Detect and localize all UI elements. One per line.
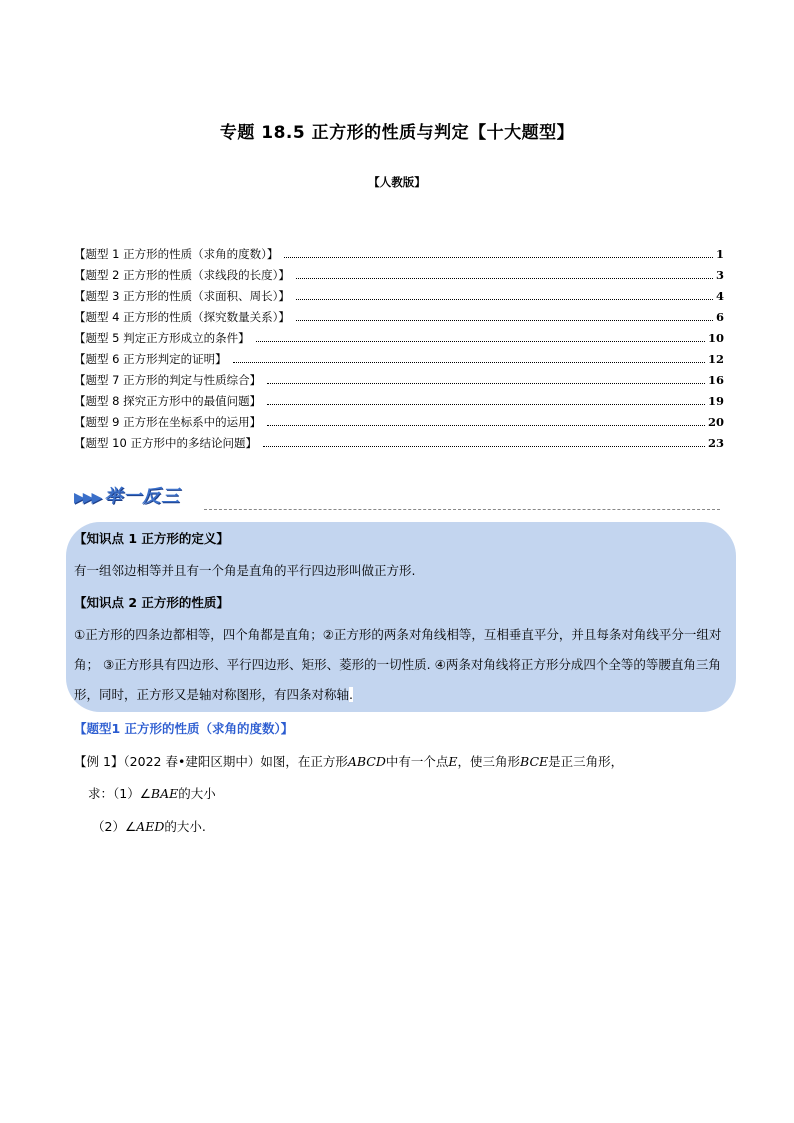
example-text: 的大小 <box>178 786 216 801</box>
toc-entry-label: 【题型 7 正方形的判定与性质综合】 <box>74 373 262 387</box>
toc-entry[interactable] <box>74 391 724 412</box>
toc-entry-label: 【题型 9 正方形在坐标系中的运用】 <box>74 415 262 429</box>
math-var: BAE <box>150 786 179 801</box>
toc-page-number: 6 <box>715 310 724 324</box>
knowledge-1-heading: 【知识点 1 正方形的定义】 <box>74 531 229 546</box>
toc-leader-dots <box>256 341 705 342</box>
toc-entry-label: 【题型 4 正方形的性质（探究数量关系）】 <box>74 310 290 324</box>
triple-arrow-icon: ▶▶▶ <box>74 490 101 506</box>
toc-page-number: 1 <box>715 247 724 261</box>
banner-title <box>74 482 180 508</box>
example-text: 求：（1）∠ <box>88 786 151 801</box>
toc-leader-dots <box>233 362 705 363</box>
toc-page-number: 10 <box>707 331 724 345</box>
knowledge-2-heading: 【知识点 2 正方形的性质】 <box>74 595 229 610</box>
knowledge-2-end: . <box>349 687 353 702</box>
table-of-contents <box>74 244 724 454</box>
toc-page-number: 20 <box>707 415 724 429</box>
example-question-2 <box>92 817 206 835</box>
toc-entry[interactable] <box>74 244 724 265</box>
toc-leader-dots <box>263 446 705 447</box>
banner-divider <box>204 509 720 510</box>
toc-entry[interactable] <box>74 412 724 433</box>
example-text: （2）∠ <box>92 819 137 834</box>
toc-entry-label: 【题型 8 探究正方形中的最值问题】 <box>74 394 262 408</box>
toc-entry-label: 【题型 6 正方形判定的证明】 <box>74 352 227 366</box>
toc-entry-label: 【题型 3 正方形的性质（求面积、周长）】 <box>74 289 290 303</box>
toc-leader-dots <box>267 425 705 426</box>
toc-entry-label: 【题型 10 正方形中的多结论问题】 <box>74 436 257 450</box>
toc-entry[interactable] <box>74 328 724 349</box>
section-banner <box>74 482 720 512</box>
toc-page-number: 4 <box>715 289 724 303</box>
math-var: AED <box>136 819 165 834</box>
toc-entry[interactable] <box>74 349 724 370</box>
example-text: ，使三角形 <box>457 754 521 769</box>
toc-page-number: 16 <box>707 373 724 387</box>
math-var: BCE <box>520 754 549 769</box>
toc-leader-dots <box>267 383 705 384</box>
knowledge-box <box>66 522 736 712</box>
toc-entry-label: 【题型 2 正方形的性质（求线段的长度）】 <box>74 268 290 282</box>
toc-entry[interactable] <box>74 307 724 328</box>
toc-leader-dots <box>284 257 713 258</box>
toc-entry[interactable] <box>74 433 724 454</box>
example-question-1 <box>88 784 216 802</box>
edition-label: 【人教版】 <box>368 175 426 189</box>
toc-page-number: 23 <box>707 436 724 450</box>
toc-entry[interactable] <box>74 286 724 307</box>
toc-page-number: 12 <box>707 352 724 366</box>
toc-entry[interactable] <box>74 370 724 391</box>
knowledge-1-body: 有一组邻边相等并且有一个角是直角的平行四边形叫做正方形. <box>74 563 416 578</box>
banner-label: 举一反三 <box>104 486 181 507</box>
toc-entry[interactable] <box>74 265 724 286</box>
toc-leader-dots <box>296 320 713 321</box>
knowledge-2-text: ①正方形的四条边都相等，四个角都是直角；②正方形的两条对角线相等，互相垂直平分，并且每条对角线平分一组对角； ③正方形具有四边形、平行四边形、矩形、菱形的一切性质. ④两条对角线将正方形分成四个全等的等腰直角三角形，同时，正方形又是轴对称图形，有四条对称轴 <box>74 627 722 702</box>
example-text: 是正三角形， <box>548 754 624 769</box>
example-line-1 <box>74 752 623 770</box>
example-text: 【例 1】（2022 春•建阳区期中）如图，在正方形 <box>74 754 348 769</box>
toc-leader-dots <box>296 278 713 279</box>
knowledge-2-body <box>74 620 726 710</box>
toc-leader-dots <box>267 404 705 405</box>
toc-page-number: 19 <box>707 394 724 408</box>
toc-page-number: 3 <box>715 268 724 282</box>
toc-entry-label: 【题型 5 判定正方形成立的条件】 <box>74 331 250 345</box>
document-title: 专题 18.5 正方形的性质与判定【十大题型】 <box>219 123 575 143</box>
example-text: 的大小. <box>164 819 206 834</box>
toc-leader-dots <box>296 299 713 300</box>
math-var: ABCD <box>347 754 386 769</box>
toc-entry-label: 【题型 1 正方形的性质（求角的度数）】 <box>74 247 279 261</box>
math-var: E <box>448 754 458 769</box>
example-text: 中有一个点 <box>385 754 449 769</box>
section-heading: 【题型1 正方形的性质（求角的度数）】 <box>74 721 294 736</box>
